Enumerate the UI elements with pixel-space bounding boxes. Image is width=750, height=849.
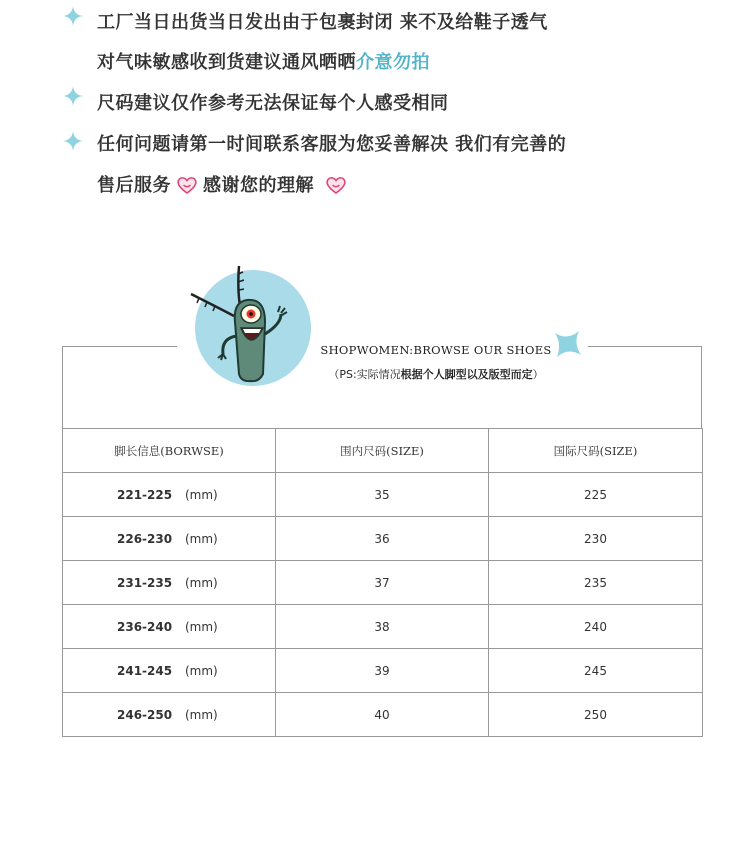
cell-unit: (mm) (185, 531, 218, 546)
cell-unit: (mm) (185, 487, 218, 502)
size-table (62, 428, 703, 737)
table-row (63, 517, 703, 561)
heart-icon (177, 176, 197, 194)
cell-intl-size: 235 (489, 561, 703, 605)
cell-intl-size: 240 (489, 605, 703, 649)
note-line-5 (97, 171, 352, 197)
note-line-2-accent: 介意勿拍 (356, 52, 430, 73)
table-row (63, 561, 703, 605)
table-header-row (63, 429, 703, 473)
size-chart-title: SHOPWOMEN:BROWSE OUR SHOES (320, 343, 552, 357)
note-line-2-main: 对气味敏感收到货建议通风晒晒 (97, 52, 356, 73)
size-chart-note-bold: 根据个人脚型以及版型而定 (400, 368, 533, 381)
cell-intl-size: 250 (489, 693, 703, 737)
table-row (63, 649, 703, 693)
cell-inner-size: 39 (276, 649, 489, 693)
cell-intl-size: 230 (489, 517, 703, 561)
cell-foot-length (63, 561, 276, 605)
cell-inner-size: 37 (276, 561, 489, 605)
note-line-4: 任何问题请第一时间联系客服为您妥善解决 我们有完善的 (97, 134, 567, 155)
note-line-1: 工厂当日出货当日发出由于包裹封闭 来不及给鞋子透气 (97, 12, 548, 33)
cell-inner-size: 40 (276, 693, 489, 737)
note-line-3: 尺码建议仅作参考无法保证每个人感受相同 (97, 93, 449, 114)
frame-left (62, 346, 63, 429)
note-line-5-a: 售后服务 (97, 175, 171, 196)
cell-unit: (mm) (185, 575, 218, 590)
table-row (63, 473, 703, 517)
cell-unit: (mm) (185, 707, 218, 722)
cell-inner-size: 38 (276, 605, 489, 649)
size-chart-note (0, 366, 750, 382)
col-head-foot-length: 脚长信息(BORWSE) (63, 429, 276, 473)
cell-unit: (mm) (185, 619, 218, 634)
cell-unit: (mm) (185, 663, 218, 678)
note-line-5-b: 感谢您的理解 (203, 175, 314, 196)
cell-intl-size: 225 (489, 473, 703, 517)
cell-intl-size: 245 (489, 649, 703, 693)
table-row (63, 693, 703, 737)
note-line-2 (97, 48, 430, 74)
sparkle-icon (63, 86, 83, 106)
cell-foot-length (63, 473, 276, 517)
heart-icon (326, 176, 346, 194)
cell-range: 236-240 (117, 619, 173, 634)
cell-range: 231-235 (117, 575, 173, 590)
cell-range: 241-245 (117, 663, 173, 678)
cell-inner-size: 35 (276, 473, 489, 517)
cell-foot-length (63, 693, 276, 737)
col-head-inner-size: 围内尺码(SIZE) (276, 429, 489, 473)
cell-inner-size: 36 (276, 517, 489, 561)
size-chart-note-prefix: （PS:实际情况 (328, 368, 401, 381)
sparkle-icon (63, 6, 83, 26)
cell-range: 221-225 (117, 487, 173, 502)
cell-range: 246-250 (117, 707, 173, 722)
col-head-intl-size: 国际尺码(SIZE) (489, 429, 703, 473)
cell-foot-length (63, 517, 276, 561)
cell-range: 226-230 (117, 531, 173, 546)
table-row (63, 605, 703, 649)
size-chart-note-suffix: ） (532, 368, 544, 381)
sparkle-icon (63, 131, 83, 151)
cell-foot-length (63, 649, 276, 693)
frame-right (701, 346, 702, 429)
cell-foot-length (63, 605, 276, 649)
